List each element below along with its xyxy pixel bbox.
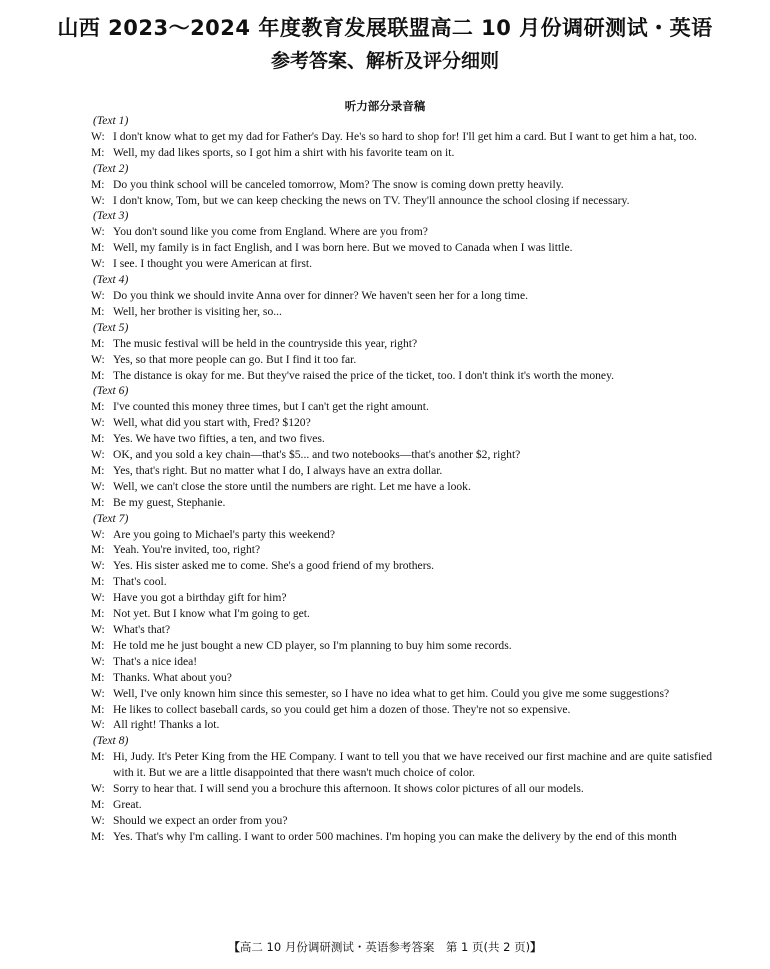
- dialogue-line: [91, 558, 712, 574]
- utterance-text: I've counted this money three times, but I can't get the right amount.: [113, 400, 429, 414]
- speaker-label: M:: [91, 575, 105, 589]
- dialogue-line: [91, 256, 712, 272]
- dialogue-line: [91, 606, 712, 622]
- utterance-text: Well, her brother is visiting her, so...: [113, 304, 282, 318]
- dialogue-line: [91, 717, 712, 733]
- dialogue-line: [91, 224, 712, 240]
- speaker-label: M:: [91, 797, 105, 811]
- utterance-text: Do you think we should invite Anna over for dinner? We haven't seen her for a long time.: [113, 288, 528, 302]
- speaker-label: M:: [91, 670, 105, 684]
- speaker-label: W:: [91, 813, 105, 827]
- speaker-label: M:: [91, 400, 105, 414]
- utterance-text: Thanks. What about you?: [113, 670, 232, 684]
- dialogue-line: [91, 399, 712, 415]
- dialogue-line: [91, 336, 712, 352]
- utterance-text: Well, what did you start with, Fred? $120?: [113, 416, 311, 430]
- utterance-text: I see. I thought you were American at first.: [113, 257, 312, 271]
- speaker-label: W:: [91, 225, 105, 239]
- document-subtitle: 参考答案、解析及评分细则: [270, 50, 499, 72]
- utterance-text: That's cool.: [113, 575, 167, 589]
- utterance-text: Well, we can't close the store until the numbers are right. Let me have a look.: [113, 479, 471, 493]
- utterance-text: I don't know, Tom, but we can keep checking the news on TV. They'll announce the school closing if necessary.: [113, 193, 630, 207]
- dialogue-line: [91, 193, 712, 209]
- utterance-text: Hi, Judy. It's Peter King from the HE Company. I want to tell you that we have received our first machine and are quite satisfied with it. But we are a little disappointed that there wasn't much choice of color.: [113, 750, 712, 780]
- speaker-label: M:: [91, 177, 105, 191]
- dialogue-line: [91, 702, 712, 718]
- utterance-text: What's that?: [113, 623, 171, 636]
- utterance-text: That's a nice idea!: [113, 654, 198, 668]
- dialogue-line: [91, 574, 712, 590]
- text-label: (Text 2): [93, 161, 129, 175]
- utterance-text: All right! Thanks a lot.: [113, 718, 220, 732]
- speaker-label: W:: [91, 782, 105, 796]
- dialogue-line: [91, 670, 712, 686]
- dialogue-line: [91, 129, 712, 145]
- utterance-text: Sorry to hear that. I will send you a brochure this afternoon. It shows color pictures of all our models.: [113, 782, 584, 796]
- dialogue-line: [91, 415, 712, 431]
- speaker-label: W:: [91, 686, 105, 700]
- utterance-text: He likes to collect baseball cards, so you could get him a dozen of those. They're not so expensive.: [113, 702, 571, 716]
- speaker-label: M:: [91, 495, 105, 509]
- speaker-label: W:: [91, 193, 105, 207]
- speaker-label: M:: [91, 750, 105, 764]
- text-label: (Text 6): [93, 384, 129, 398]
- utterance-text: The distance is okay for me. But they've raised the price of the ticket, too. I don't think it's worth the money.: [113, 368, 615, 382]
- utterance-text: Yes. We have two fifties, a ten, and two fives.: [113, 432, 325, 446]
- footer-text: 高二 10 月份调研测试・英语参考答案 第 1 页(共 2 页): [239, 940, 531, 954]
- dialogue-line: [91, 590, 712, 606]
- dialogue-line: [91, 352, 712, 368]
- dialogue-line: [91, 240, 712, 256]
- utterance-text: The music festival will be held in the countryside this year, right?: [113, 336, 418, 350]
- speaker-label: W:: [91, 416, 105, 430]
- dialogue-line: [91, 145, 712, 161]
- speaker-label: M:: [91, 336, 105, 350]
- utterance-text: I don't know what to get my dad for Father's Day. He's so hard to shop for! I'll get him a card. But I want to get him a hat, too.: [113, 129, 697, 143]
- speaker-label: M:: [91, 145, 105, 159]
- dialogue-line: [91, 638, 712, 654]
- speaker-label: M:: [91, 638, 105, 652]
- utterance-text: He told me he just bought a new CD player, so I'm planning to buy him some records.: [113, 638, 512, 652]
- utterance-text: Not yet. But I know what I'm going to get.: [113, 607, 310, 621]
- dialogue-line: [91, 463, 712, 479]
- footer-bracket-open: 【: [228, 940, 240, 954]
- speaker-label: W:: [91, 623, 105, 636]
- speaker-label: M:: [91, 543, 105, 557]
- utterance-text: Yes. His sister asked me to come. She's a good friend of my brothers.: [113, 559, 434, 573]
- speaker-label: W:: [91, 559, 105, 573]
- text-label: (Text 1): [93, 114, 129, 127]
- utterance-text: Do you think school will be canceled tomorrow, Mom? The snow is coming down pretty heavily.: [113, 177, 564, 191]
- dialogue-line: [91, 447, 712, 463]
- utterance-text: Yes. That's why I'm calling. I want to order 500 machines. I'm hoping you can make the delivery by the end of this month: [113, 829, 677, 843]
- text-label: (Text 8): [93, 734, 129, 748]
- dialogue-line: [91, 479, 712, 495]
- utterance-text: Great.: [113, 797, 142, 811]
- dialogue-line: [91, 797, 712, 813]
- utterance-text: Yes, so that more people can go. But I find it too far.: [113, 352, 357, 366]
- text-label: (Text 5): [93, 320, 129, 334]
- dialogue-line: [91, 542, 712, 558]
- speaker-label: M:: [91, 368, 105, 382]
- speaker-label: W:: [91, 527, 105, 541]
- text-label: (Text 4): [93, 273, 129, 287]
- utterance-text: Should we expect an order from you?: [113, 813, 288, 827]
- speaker-label: M:: [91, 304, 105, 318]
- utterance-text: OK, and you sold a key chain—that's $5... and two notebooks—that's another $2, right?: [113, 448, 521, 462]
- utterance-text: Well, I've only known him since this semester, so I have no idea what to get him. Could you give me some suggestions?: [113, 686, 670, 700]
- speaker-label: M:: [91, 829, 105, 843]
- utterance-text: Yes, that's right. But no matter what I do, I always have an extra dollar.: [113, 463, 443, 477]
- speaker-label: M:: [91, 432, 105, 446]
- dialogue-line: [91, 177, 712, 193]
- utterance-text: Have you got a birthday gift for him?: [113, 591, 287, 605]
- speaker-label: M:: [91, 241, 105, 255]
- listening-transcript: [91, 113, 712, 845]
- text-label: (Text 3): [93, 209, 129, 223]
- dialogue-line: [91, 654, 712, 670]
- speaker-label: W:: [91, 479, 105, 493]
- speaker-label: M:: [91, 463, 105, 477]
- footer-bracket-close: 】: [530, 940, 542, 954]
- dialogue-line: [91, 495, 712, 511]
- speaker-label: W:: [91, 718, 105, 732]
- speaker-label: W:: [91, 448, 105, 462]
- dialogue-line: [91, 288, 712, 304]
- speaker-label: W:: [91, 288, 105, 302]
- speaker-label: W:: [91, 591, 105, 605]
- dialogue-line: [91, 622, 712, 638]
- utterance-text: Yeah. You're invited, too, right?: [113, 543, 261, 557]
- dialogue-line: [91, 431, 712, 447]
- speaker-label: W:: [91, 654, 105, 668]
- dialogue-line: [91, 368, 712, 384]
- speaker-label: M:: [91, 702, 105, 716]
- dialogue-line: [91, 527, 712, 543]
- section-heading: 听力部分录音稿: [344, 99, 426, 113]
- speaker-label: W:: [91, 257, 105, 271]
- utterance-text: You don't sound like you come from England. Where are you from?: [113, 225, 428, 239]
- speaker-label: M:: [91, 607, 105, 621]
- text-label: (Text 7): [93, 511, 129, 525]
- dialogue-line: [91, 829, 712, 845]
- utterance-text: Are you going to Michael's party this weekend?: [113, 527, 335, 541]
- dialogue-line: [91, 304, 712, 320]
- speaker-label: W:: [91, 129, 105, 143]
- page-footer: [0, 939, 770, 955]
- dialogue-line: [91, 781, 712, 797]
- dialogue-line: [91, 686, 712, 702]
- dialogue-line: [91, 813, 712, 829]
- utterance-text: Well, my family is in fact English, and I was born here. But we moved to Canada when I was little.: [113, 241, 573, 255]
- utterance-text: Be my guest, Stephanie.: [113, 495, 226, 509]
- dialogue-line: [91, 749, 712, 781]
- document-title: 山西 2023～2024 年度教育发展联盟高二 10 月份调研测试・英语: [57, 16, 713, 40]
- speaker-label: W:: [91, 352, 105, 366]
- utterance-text: Well, my dad likes sports, so I got him a shirt with his favorite team on it.: [113, 145, 455, 159]
